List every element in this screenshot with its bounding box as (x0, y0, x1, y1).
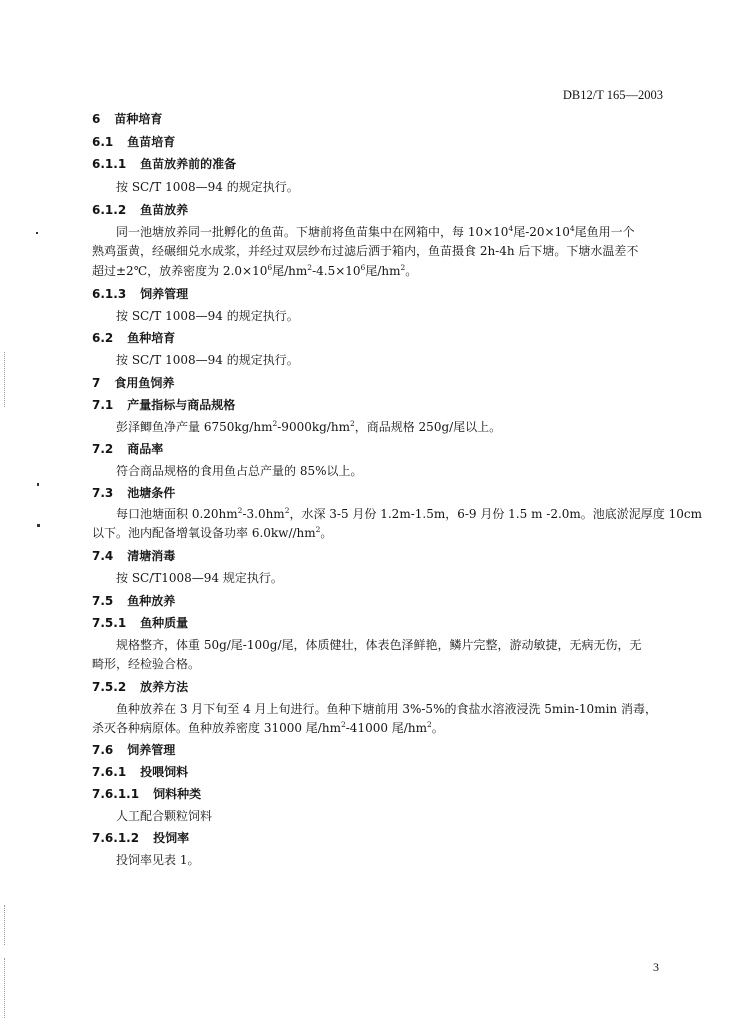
heading-7-5 (92, 594, 175, 609)
heading-title: 清塘消毒 (127, 549, 176, 563)
text-run: -9000kg/hm (277, 420, 350, 434)
heading-title: 放养方法 (140, 680, 189, 694)
heading-7-5-2 (92, 680, 188, 695)
superscript: 2 (272, 419, 278, 428)
heading-title: 商品率 (127, 442, 164, 456)
heading-7 (92, 376, 174, 391)
heading-title: 鱼苗培育 (127, 135, 176, 149)
heading-7-1 (92, 398, 235, 413)
heading-7-6-1 (92, 765, 188, 780)
heading-number: 7.6 (92, 743, 114, 757)
superscript: 6 (360, 263, 366, 272)
paragraph-7-4: 按 SC/T1008—94 规定执行。 (116, 571, 283, 585)
paragraph-7-6-1-1: 人工配合颗粒饲料 (116, 809, 213, 823)
heading-number: 7.2 (92, 442, 114, 456)
heading-number: 7.6.1.1 (92, 787, 140, 801)
heading-title: 苗种培育 (114, 112, 163, 126)
heading-title: 鱼种质量 (140, 616, 189, 630)
paragraph-7-3-line-1 (116, 507, 702, 522)
text-run: 尾/hm (272, 264, 308, 278)
heading-number: 7.3 (92, 486, 114, 500)
heading-number: 6.2 (92, 331, 114, 345)
heading-number: 6.1 (92, 135, 114, 149)
text-run: 彭泽鲫鱼净产量 6750kg/hm (116, 420, 273, 434)
scan-dots (4, 958, 6, 1018)
text-run: -41000 尾/hm (345, 721, 427, 735)
paragraph-7-1 (116, 420, 501, 435)
heading-6 (92, 112, 162, 127)
heading-6-1 (92, 135, 175, 150)
paragraph-7-5-2-line-2 (92, 721, 444, 736)
heading-title: 鱼种放养 (127, 594, 176, 608)
heading-7-6 (92, 743, 175, 758)
heading-title: 池塘条件 (127, 486, 176, 500)
superscript: 4 (508, 224, 514, 233)
heading-number: 7.6.1 (92, 765, 127, 779)
superscript: 2 (284, 506, 290, 515)
heading-7-5-1 (92, 616, 188, 631)
paragraph-7-3-line-2 (92, 526, 332, 541)
heading-title: 食用鱼饲养 (114, 376, 175, 390)
heading-number: 6 (92, 112, 101, 126)
heading-7-3 (92, 486, 175, 501)
paragraph-6-1-2-line-1 (116, 225, 635, 240)
text-run: 同一池塘放养同一批孵化的鱼苗。下塘前将鱼苗集中在网箱中，每 10×10 (116, 225, 509, 239)
heading-title: 饲养管理 (127, 743, 176, 757)
heading-title: 投饲率 (153, 831, 190, 845)
heading-number: 7.4 (92, 549, 114, 563)
paragraph-6-1-1: 按 SC/T 1008—94 的规定执行。 (116, 180, 299, 194)
text-run: 以下。池内配备增氧设备功率 6.0kw//hm (92, 526, 316, 540)
heading-7-4 (92, 549, 175, 564)
text-run: 超过±2℃，放养密度为 2.0×10 (92, 264, 268, 278)
heading-title: 鱼苗放养前的准备 (140, 157, 237, 171)
superscript: 2 (400, 263, 406, 272)
text-run: ，商品规格 250g/尾以上。 (354, 420, 502, 434)
heading-6-1-2 (92, 203, 188, 218)
paragraph-7-5-1-line-1: 规格整齐，体重 50g/尾-100g/尾，体质健壮，体表色泽鲜艳，鳞片完整，游动敏捷，无病无伤，无 (116, 638, 642, 652)
text-run: 每口池塘面积 0.20hm (116, 507, 238, 521)
paragraph-6-2: 按 SC/T 1008—94 的规定执行。 (116, 353, 299, 367)
heading-title: 投喂饲料 (140, 765, 189, 779)
heading-7-6-1-1 (92, 787, 201, 802)
heading-7-6-1-2 (92, 831, 189, 846)
scan-dots (4, 352, 6, 407)
heading-number: 6.1.2 (92, 203, 127, 217)
text-run: 。 (431, 721, 444, 735)
heading-number: 7.5.1 (92, 616, 127, 630)
text-run: -4.5×10 (312, 264, 361, 278)
superscript: 2 (340, 720, 346, 729)
heading-title: 饲料种类 (153, 787, 202, 801)
heading-number: 7.1 (92, 398, 114, 412)
scan-speck (36, 232, 38, 234)
heading-title: 饲养管理 (140, 287, 189, 301)
paragraph-7-6-1-2: 投饲率见表 1。 (116, 853, 200, 867)
paragraph-6-1-3: 按 SC/T 1008—94 的规定执行。 (116, 309, 299, 323)
heading-number: 7 (92, 376, 101, 390)
document-id: DB12/T 165—2003 (562, 88, 663, 102)
paragraph-6-1-2-line-3 (92, 264, 417, 279)
page-number: 3 (653, 960, 659, 974)
text-run: 杀灭各种病原体。鱼种放养密度 31000 尾/hm (92, 721, 341, 735)
paragraph-7-2: 符合商品规格的食用鱼占总产量的 85%以上。 (116, 464, 363, 478)
superscript: 6 (267, 263, 273, 272)
text-run: -3.0hm (242, 507, 285, 521)
scan-dots (4, 905, 6, 945)
heading-title: 鱼苗放养 (140, 203, 189, 217)
heading-number: 7.6.1.2 (92, 831, 140, 845)
heading-title: 鱼种培育 (127, 331, 176, 345)
superscript: 2 (237, 506, 243, 515)
heading-6-2 (92, 331, 175, 346)
text-run: 。 (320, 526, 333, 540)
text-run: 尾鱼用一个 (574, 225, 635, 239)
paragraph-6-1-2-line-2: 熟鸡蛋黄，经碾细兑水成浆，并经过双层纱布过滤后洒于箱内，鱼苗摄食 2h-4h 后下塘。下塘水温差不 (92, 244, 639, 258)
heading-title: 产量指标与商品规格 (127, 398, 236, 412)
heading-number: 6.1.1 (92, 157, 127, 171)
heading-7-2 (92, 442, 163, 457)
heading-number: 7.5.2 (92, 680, 127, 694)
heading-number: 7.5 (92, 594, 114, 608)
superscript: 2 (426, 720, 432, 729)
superscript: 4 (569, 224, 575, 233)
text-run: 尾/hm (365, 264, 401, 278)
text-run: 。 (405, 264, 418, 278)
superscript: 2 (315, 525, 321, 534)
paragraph-7-5-2-line-1: 鱼种放养在 3 月下旬至 4 月上旬进行。鱼种下塘前用 3%-5%的食盐水溶液浸洗 5min-10min 消毒， (116, 702, 657, 716)
heading-6-1-3 (92, 287, 188, 302)
superscript: 2 (349, 419, 355, 428)
paragraph-7-5-1-line-2: 畸形，经检验合格。 (92, 657, 201, 671)
text-run: 尾-20×10 (513, 225, 570, 239)
heading-6-1-1 (92, 157, 236, 172)
scan-speck (37, 524, 40, 527)
heading-number: 6.1.3 (92, 287, 127, 301)
scan-speck (37, 483, 39, 486)
superscript: 2 (307, 263, 313, 272)
text-run: ，水深 3-5 月份 1.2m-1.5m，6-9 月份 1.5 m -2.0m。池底淤泥厚度 10cm (289, 507, 702, 521)
